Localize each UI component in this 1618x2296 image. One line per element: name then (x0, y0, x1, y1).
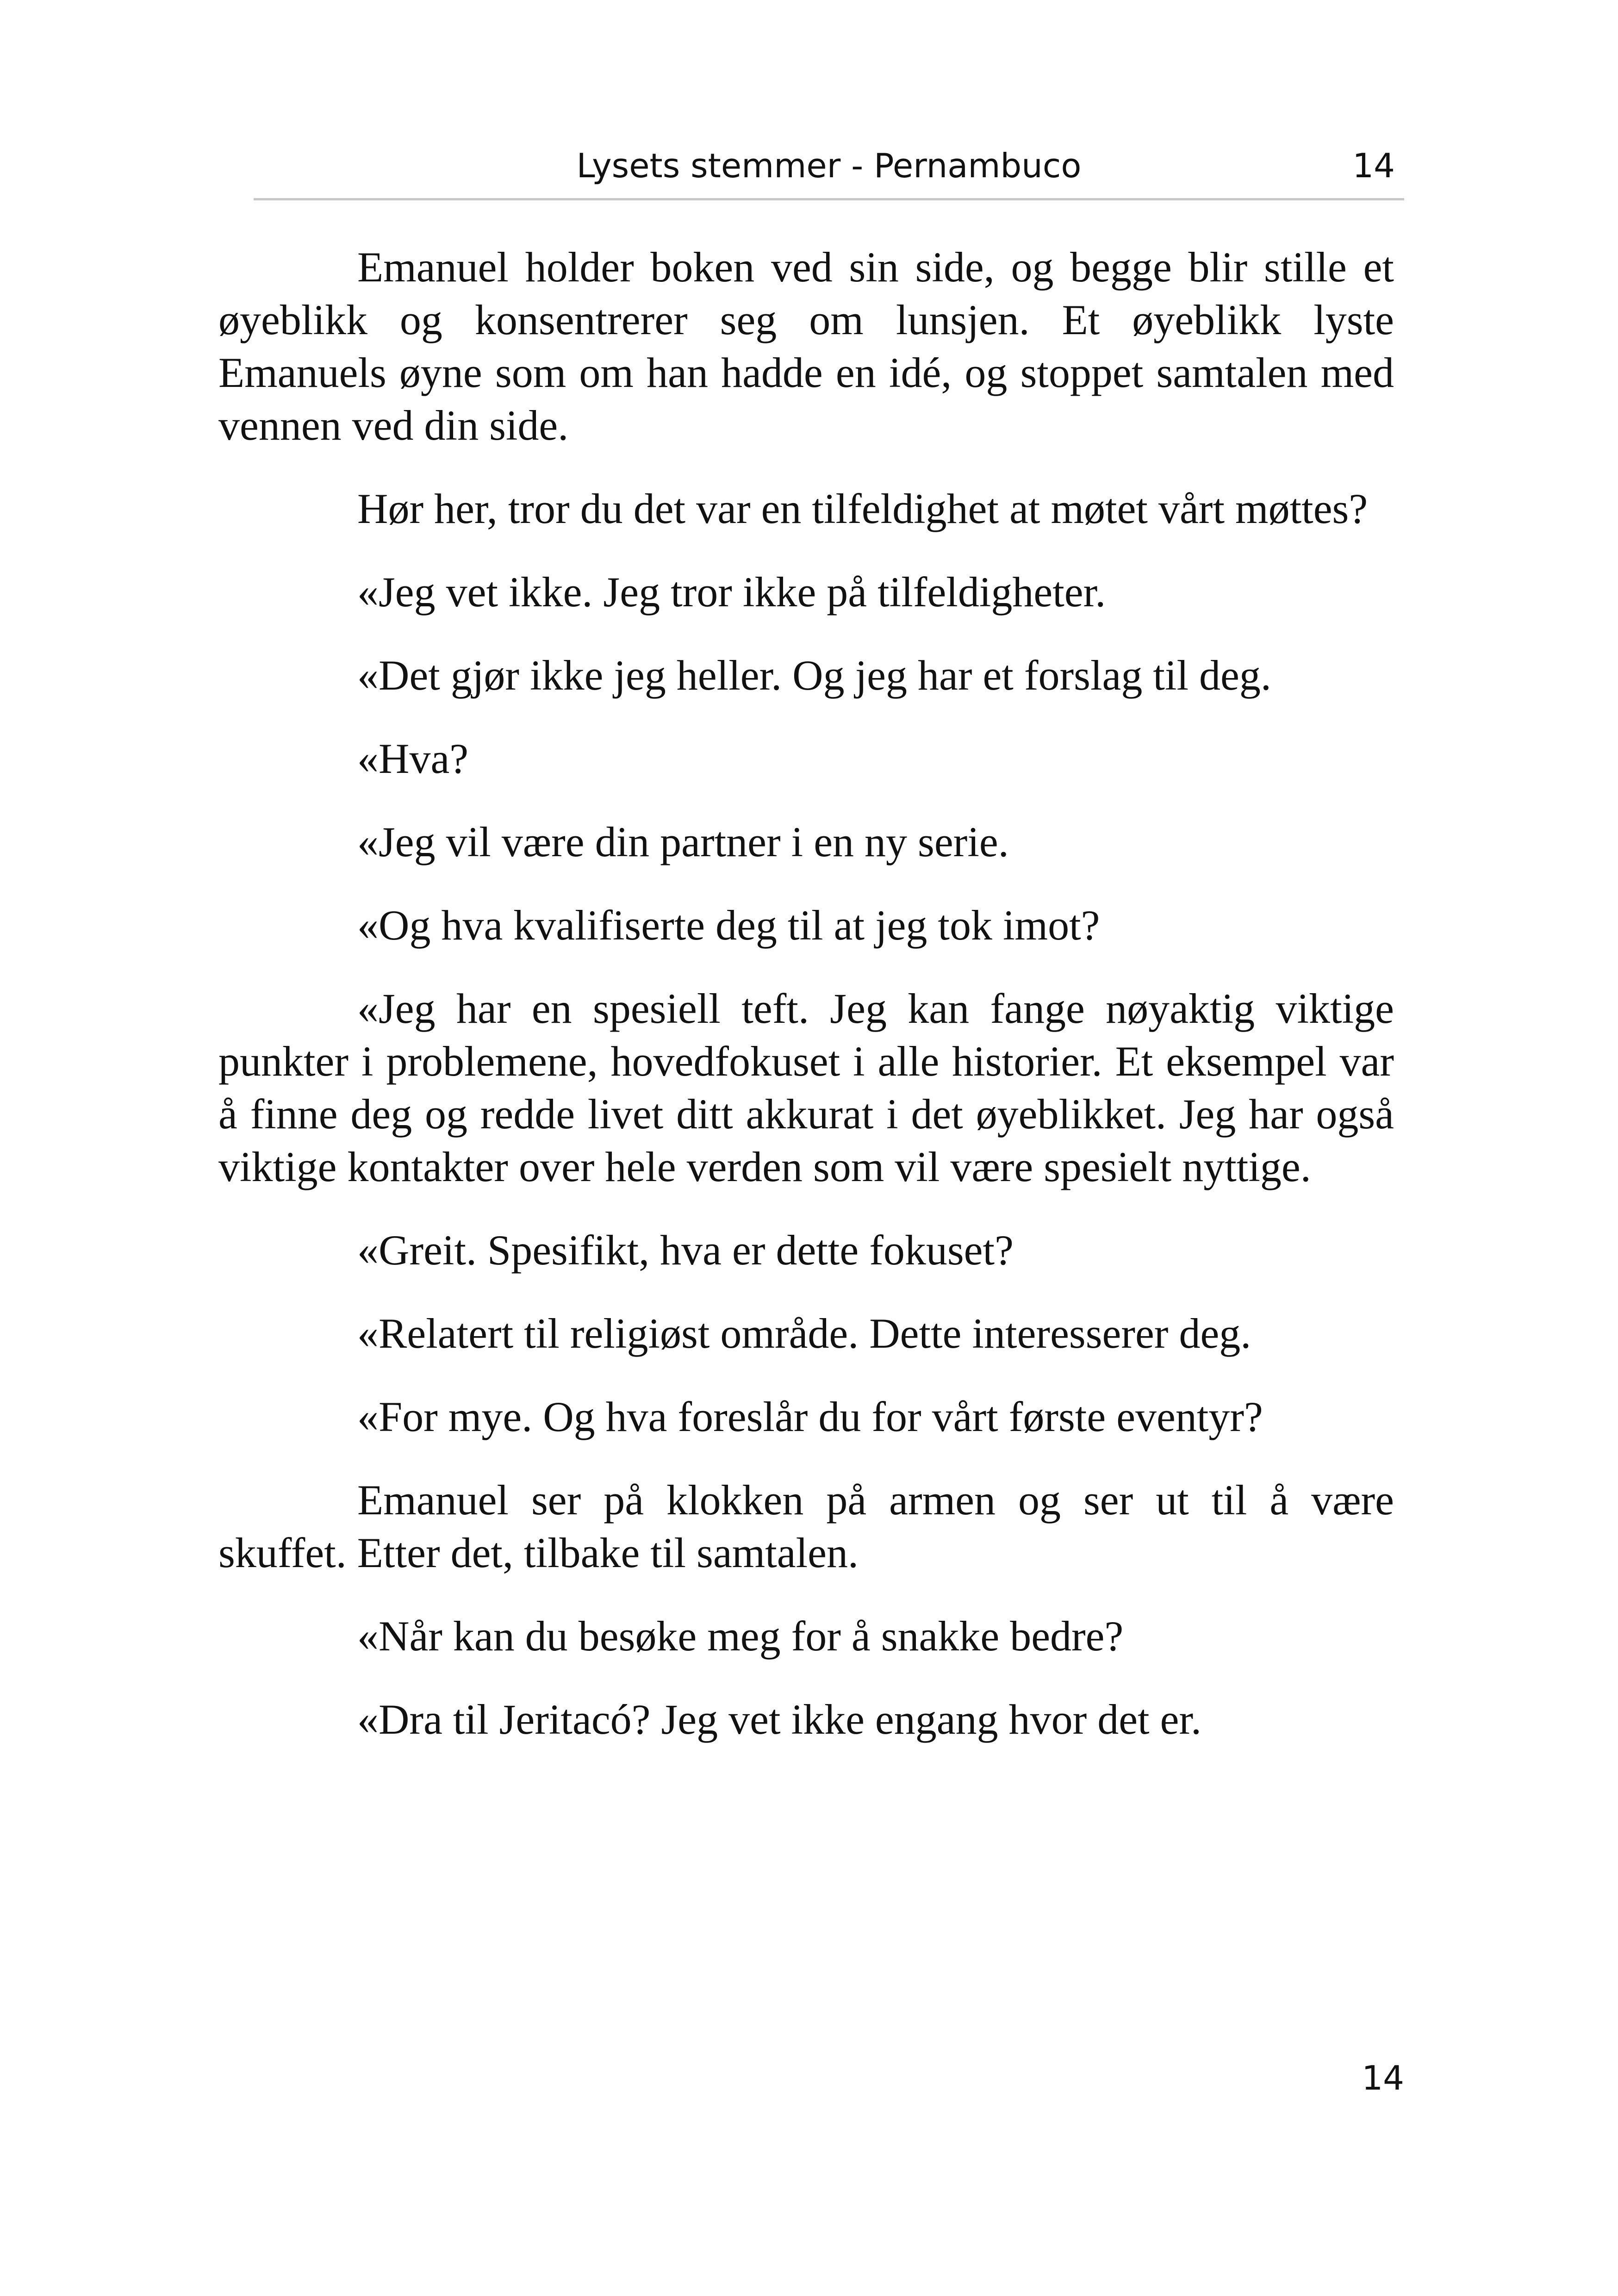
paragraph: «Hva? (357, 735, 469, 782)
paragraph: «Når kan du besøke meg for å snakke bedre? (357, 1612, 1124, 1660)
paragraph: «Og hva kvalifiserte deg til at jeg tok imot? (357, 902, 1100, 949)
paragraph: «Dra til Jeritacó? Jeg vet ikke engang hvor det er. (357, 1696, 1202, 1743)
paragraph: «Jeg vet ikke. Jeg tror ikke på tilfeldigheter. (357, 568, 1106, 616)
paragraph: «Greit. Spesifikt, hva er dette fokuset? (357, 1226, 1014, 1274)
paragraph: Emanuel holder boken ved sin side, og begge blir stille et øyeblikk og konsentrerer seg om lunsjen. Et øyeblikk lyste Emanuels øyne som om han hadde en idé, og stoppet samtalen med vennen ved din side. (218, 243, 1394, 449)
header-page-number: 14 (1352, 146, 1395, 185)
book-title: Lysets stemmer - Pernambuco (576, 146, 1082, 185)
paragraph: «Jeg vil være din partner i en ny serie. (357, 818, 1009, 865)
paragraph: «For mye. Og hva foreslår du for vårt første eventyr? (357, 1393, 1263, 1440)
running-header (254, 133, 1404, 200)
paragraph: «Jeg har en spesiell teft. Jeg kan fange nøyaktig viktige punkter i problemene, hovedfokuset i alle historier. Et eksempel var å finne deg og redde livet ditt akkurat i det øyeblikket. Jeg har også viktige kontakter over hele verden som vil være spesielt nyttige. (218, 985, 1394, 1190)
paragraph: «Det gjør ikke jeg heller. Og jeg har et forslag til deg. (357, 652, 1271, 699)
paragraph: «Relatert til religiøst område. Dette interesserer deg. (357, 1310, 1251, 1357)
footer-page-number: 14 (1362, 2059, 1404, 2097)
paragraph: Hør her, tror du det var en tilfeldighet at møtet vårt møttes? (357, 485, 1368, 532)
paragraph: Emanuel ser på klokken på armen og ser ut til å være skuffet. Etter det, tilbake til samtalen. (218, 1476, 1394, 1576)
page-body (218, 241, 1394, 1776)
